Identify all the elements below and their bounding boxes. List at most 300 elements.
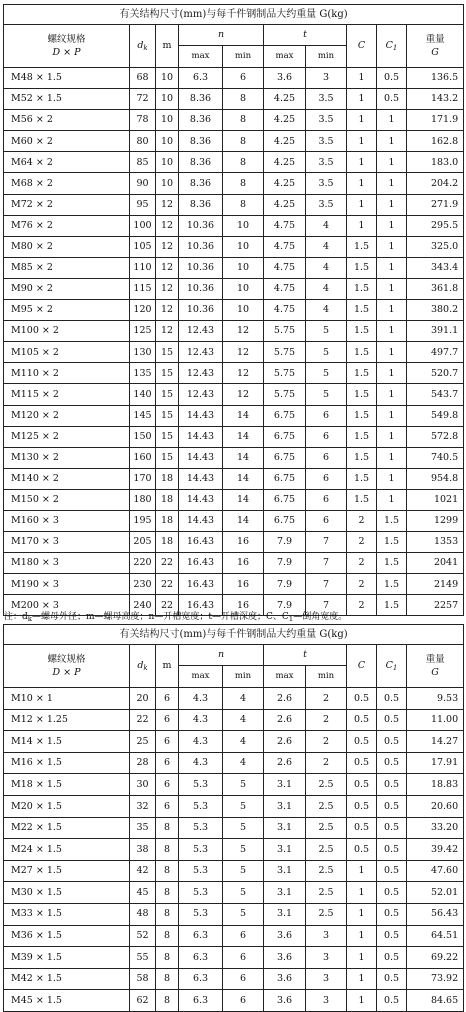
cell-n-max: 5.3	[179, 882, 223, 904]
cell-c1: 0.5	[377, 860, 407, 882]
cell-t-min: 7	[306, 553, 347, 574]
cell-n-max: 5.3	[179, 795, 223, 817]
cell-c: 1.5	[347, 257, 377, 278]
cell-t-max: 6.75	[264, 405, 306, 426]
cell-thread-spec: M52 × 1.5	[4, 89, 130, 110]
cell-m: 8	[156, 817, 179, 839]
cell-n-min: 12	[223, 342, 264, 363]
cell-m: 15	[156, 405, 179, 426]
cell-c: 0.5	[347, 752, 377, 774]
note-part2: —螺母外径；m—螺母高度；n—开槽宽度；t—开槽深度；C、C	[32, 612, 289, 622]
cell-t-min: 2	[306, 731, 347, 753]
cell-c1: 1.5	[377, 553, 407, 574]
table-row	[4, 321, 464, 342]
cell-dk: 135	[130, 363, 156, 384]
table-row	[4, 384, 464, 405]
cell-t-min: 3.5	[306, 173, 347, 194]
cell-t-min: 3.5	[306, 110, 347, 131]
cell-t-max: 6.75	[264, 468, 306, 489]
cell-dk: 140	[130, 384, 156, 405]
cell-n-max: 6.3	[179, 947, 223, 969]
header-c1-subscript: 1	[392, 663, 398, 672]
cell-t-max: 4.75	[264, 215, 306, 236]
cell-c: 1.5	[347, 363, 377, 384]
cell-weight: 171.9	[407, 110, 464, 131]
cell-m: 22	[156, 574, 179, 595]
header-t-max: max	[264, 666, 306, 688]
cell-c1: 1.5	[377, 532, 407, 553]
cell-n-max: 8.36	[179, 194, 223, 215]
cell-c: 1.5	[347, 300, 377, 321]
cell-n-min: 16	[223, 574, 264, 595]
header-thread-spec	[4, 645, 130, 688]
table-row	[4, 110, 464, 131]
header-weight	[407, 25, 464, 68]
cell-m: 8	[156, 947, 179, 969]
cell-n-max: 14.43	[179, 426, 223, 447]
table-row	[4, 342, 464, 363]
cell-t-min: 5	[306, 363, 347, 384]
cell-n-max: 12.43	[179, 363, 223, 384]
cell-weight: 1299	[407, 510, 464, 531]
table-row	[4, 882, 464, 904]
cell-n-min: 4	[223, 688, 264, 710]
cell-dk: 205	[130, 532, 156, 553]
cell-t-min: 4	[306, 215, 347, 236]
cell-n-max: 10.36	[179, 257, 223, 278]
cell-thread-spec: M68 × 2	[4, 173, 130, 194]
cell-thread-spec: M160 × 3	[4, 510, 130, 531]
cell-t-min: 2	[306, 709, 347, 731]
cell-c1: 1.5	[377, 510, 407, 531]
cell-n-max: 16.43	[179, 595, 223, 616]
table-row	[4, 990, 464, 1012]
cell-c1: 0.5	[377, 990, 407, 1012]
cell-c: 1	[347, 173, 377, 194]
cell-n-max: 14.43	[179, 468, 223, 489]
cell-n-min: 14	[223, 489, 264, 510]
cell-n-min: 16	[223, 532, 264, 553]
cell-thread-spec: M72 × 2	[4, 194, 130, 215]
header-n-max: max	[179, 46, 223, 68]
cell-m: 12	[156, 321, 179, 342]
cell-m: 8	[156, 860, 179, 882]
cell-c: 1.5	[347, 321, 377, 342]
cell-n-min: 5	[223, 795, 264, 817]
cell-c: 1.5	[347, 426, 377, 447]
cell-t-max: 6.75	[264, 447, 306, 468]
table-row	[4, 236, 464, 257]
cell-n-max: 16.43	[179, 574, 223, 595]
cell-thread-spec: M24 × 1.5	[4, 839, 130, 861]
cell-m: 18	[156, 489, 179, 510]
cell-n-min: 6	[223, 925, 264, 947]
header-t-min: min	[306, 46, 347, 68]
table-row	[4, 468, 464, 489]
cell-n-min: 10	[223, 300, 264, 321]
cell-dk: 100	[130, 215, 156, 236]
header-t-max: max	[264, 46, 306, 68]
cell-dk: 160	[130, 447, 156, 468]
cell-t-max: 3.6	[264, 968, 306, 990]
cell-weight: 380.2	[407, 300, 464, 321]
cell-n-min: 6	[223, 990, 264, 1012]
cell-thread-spec: M120 × 2	[4, 405, 130, 426]
cell-dk: 20	[130, 688, 156, 710]
cell-t-min: 2.5	[306, 795, 347, 817]
cell-t-min: 2.5	[306, 839, 347, 861]
cell-dk: 95	[130, 194, 156, 215]
table-row	[4, 839, 464, 861]
cell-thread-spec: M95 × 2	[4, 300, 130, 321]
cell-weight: 1353	[407, 532, 464, 553]
table-row	[4, 553, 464, 574]
cell-t-min: 5	[306, 384, 347, 405]
cell-n-max: 4.3	[179, 752, 223, 774]
cell-thread-spec: M56 × 2	[4, 110, 130, 131]
cell-weight: 18.83	[407, 774, 464, 796]
header-weight-line1: 重量	[425, 653, 445, 665]
cell-weight: 2149	[407, 574, 464, 595]
cell-m: 18	[156, 468, 179, 489]
cell-weight: 143.2	[407, 89, 464, 110]
cell-c1: 1	[377, 405, 407, 426]
cell-n-max: 14.43	[179, 447, 223, 468]
cell-n-max: 10.36	[179, 215, 223, 236]
cell-n-max: 5.3	[179, 817, 223, 839]
cell-t-max: 3.1	[264, 860, 306, 882]
cell-c1: 1	[377, 236, 407, 257]
header-c1-symbol: C	[385, 659, 393, 671]
table-row	[4, 731, 464, 753]
header-m: m	[156, 645, 179, 688]
table-row	[4, 300, 464, 321]
note-subscript-1: 1	[288, 615, 294, 623]
cell-dk: 78	[130, 110, 156, 131]
header-weight	[407, 645, 464, 688]
cell-thread-spec: M42 × 1.5	[4, 968, 130, 990]
cell-n-min: 14	[223, 426, 264, 447]
table-row	[4, 947, 464, 969]
cell-c1: 0.5	[377, 709, 407, 731]
cell-m: 8	[156, 882, 179, 904]
header-weight-line2: G	[431, 47, 439, 58]
cell-thread-spec: M60 × 2	[4, 131, 130, 152]
cell-m: 6	[156, 752, 179, 774]
cell-t-max: 5.75	[264, 384, 306, 405]
cell-c: 1	[347, 947, 377, 969]
cell-c: 1	[347, 860, 377, 882]
cell-t-max: 4.25	[264, 194, 306, 215]
cell-m: 12	[156, 300, 179, 321]
cell-c1: 1	[377, 489, 407, 510]
cell-n-min: 8	[223, 110, 264, 131]
cell-n-min: 6	[223, 947, 264, 969]
cell-t-max: 3.1	[264, 903, 306, 925]
cell-m: 8	[156, 839, 179, 861]
cell-n-max: 5.3	[179, 903, 223, 925]
cell-c1: 0.5	[377, 688, 407, 710]
cell-thread-spec: M90 × 2	[4, 278, 130, 299]
cell-dk: 72	[130, 89, 156, 110]
cell-dk: 22	[130, 709, 156, 731]
cell-c: 0.5	[347, 709, 377, 731]
cell-weight: 33.20	[407, 817, 464, 839]
cell-weight: 73.92	[407, 968, 464, 990]
cell-dk: 120	[130, 300, 156, 321]
cell-n-min: 8	[223, 131, 264, 152]
cell-weight: 47.60	[407, 860, 464, 882]
cell-c: 1	[347, 925, 377, 947]
cell-n-min: 5	[223, 817, 264, 839]
cell-weight: 391.1	[407, 321, 464, 342]
note-part1: 注：d	[4, 612, 28, 622]
cell-c: 1	[347, 903, 377, 925]
cell-dk: 85	[130, 152, 156, 173]
cell-m: 15	[156, 363, 179, 384]
cell-c1: 0.5	[377, 731, 407, 753]
cell-thread-spec: M180 × 3	[4, 553, 130, 574]
cell-t-min: 7	[306, 595, 347, 616]
cell-n-min: 8	[223, 173, 264, 194]
cell-thread-spec: M85 × 2	[4, 257, 130, 278]
cell-t-max: 6.75	[264, 510, 306, 531]
cell-t-min: 4	[306, 236, 347, 257]
cell-dk: 32	[130, 795, 156, 817]
cell-n-min: 6	[223, 968, 264, 990]
cell-thread-spec: M14 × 1.5	[4, 731, 130, 753]
cell-n-max: 14.43	[179, 405, 223, 426]
table-row	[4, 257, 464, 278]
cell-thread-spec: M140 × 2	[4, 468, 130, 489]
cell-c: 1.5	[347, 405, 377, 426]
cell-n-min: 16	[223, 553, 264, 574]
table-title: 有关结构尺寸(mm)与每千件钢制品大约重量 G(kg)	[4, 625, 464, 645]
cell-thread-spec: M150 × 2	[4, 489, 130, 510]
cell-t-min: 6	[306, 489, 347, 510]
cell-m: 12	[156, 278, 179, 299]
cell-t-max: 5.75	[264, 321, 306, 342]
cell-c1: 1	[377, 215, 407, 236]
cell-dk: 145	[130, 405, 156, 426]
cell-n-min: 10	[223, 278, 264, 299]
cell-t-min: 2.5	[306, 817, 347, 839]
cell-n-max: 10.36	[179, 236, 223, 257]
cell-weight: 520.7	[407, 363, 464, 384]
cell-n-min: 14	[223, 510, 264, 531]
table-row	[4, 860, 464, 882]
cell-c1: 1	[377, 278, 407, 299]
cell-n-max: 14.43	[179, 489, 223, 510]
cell-thread-spec: M48 × 1.5	[4, 68, 130, 89]
cell-c: 1	[347, 152, 377, 173]
header-thread-spec	[4, 25, 130, 68]
header-c1	[377, 25, 407, 68]
cell-t-max: 6.75	[264, 489, 306, 510]
cell-t-max: 4.75	[264, 300, 306, 321]
cell-n-min: 4	[223, 731, 264, 753]
table-row	[4, 532, 464, 553]
cell-c1: 0.5	[377, 968, 407, 990]
cell-t-min: 2.5	[306, 903, 347, 925]
cell-n-max: 12.43	[179, 384, 223, 405]
cell-c1: 0.5	[377, 752, 407, 774]
cell-t-max: 7.9	[264, 574, 306, 595]
cell-t-max: 3.6	[264, 990, 306, 1012]
header-c1	[377, 645, 407, 688]
table-row	[4, 688, 464, 710]
header-n-min: min	[223, 46, 264, 68]
cell-t-min: 3.5	[306, 194, 347, 215]
cell-weight: 136.5	[407, 68, 464, 89]
cell-c: 0.5	[347, 839, 377, 861]
cell-n-max: 8.36	[179, 131, 223, 152]
cell-t-max: 2.6	[264, 752, 306, 774]
cell-c1: 0.5	[377, 903, 407, 925]
cell-c: 1.5	[347, 384, 377, 405]
table-body	[4, 688, 464, 1012]
cell-t-min: 2	[306, 688, 347, 710]
header-thread-spec-line1: 螺纹规格	[47, 653, 86, 665]
cell-thread-spec: M10 × 1	[4, 688, 130, 710]
cell-thread-spec: M105 × 2	[4, 342, 130, 363]
cell-c: 1	[347, 194, 377, 215]
cell-c: 1	[347, 215, 377, 236]
cell-m: 10	[156, 173, 179, 194]
cell-t-min: 3.5	[306, 152, 347, 173]
cell-t-max: 5.75	[264, 342, 306, 363]
cell-dk: 220	[130, 553, 156, 574]
cell-m: 6	[156, 795, 179, 817]
cell-c1: 1	[377, 342, 407, 363]
cell-m: 10	[156, 131, 179, 152]
cell-t-max: 4.25	[264, 152, 306, 173]
cell-c1: 0.5	[377, 817, 407, 839]
header-n: n	[179, 25, 264, 46]
cell-dk: 240	[130, 595, 156, 616]
cell-c1: 1	[377, 131, 407, 152]
cell-m: 8	[156, 925, 179, 947]
cell-t-max: 3.1	[264, 817, 306, 839]
header-n-min: min	[223, 666, 264, 688]
cell-t-max: 7.9	[264, 553, 306, 574]
cell-c: 1.5	[347, 278, 377, 299]
cell-t-max: 4.25	[264, 89, 306, 110]
cell-n-max: 8.36	[179, 89, 223, 110]
table-row	[4, 89, 464, 110]
cell-thread-spec: M30 × 1.5	[4, 882, 130, 904]
cell-c1: 0.5	[377, 795, 407, 817]
table-row	[4, 278, 464, 299]
cell-n-min: 5	[223, 903, 264, 925]
cell-t-min: 6	[306, 468, 347, 489]
table-row	[4, 510, 464, 531]
cell-c1: 0.5	[377, 68, 407, 89]
cell-m: 6	[156, 731, 179, 753]
cell-c1: 0.5	[377, 839, 407, 861]
cell-t-min: 4	[306, 257, 347, 278]
header-c1-symbol: C	[385, 39, 393, 51]
cell-weight: 572.8	[407, 426, 464, 447]
table-row	[4, 426, 464, 447]
cell-c: 1.5	[347, 236, 377, 257]
cell-dk: 230	[130, 574, 156, 595]
table-row	[4, 489, 464, 510]
cell-dk: 105	[130, 236, 156, 257]
cell-weight: 39.42	[407, 839, 464, 861]
cell-m: 6	[156, 774, 179, 796]
cell-n-min: 14	[223, 447, 264, 468]
cell-n-min: 6	[223, 68, 264, 89]
header-t-min: min	[306, 666, 347, 688]
cell-t-max: 4.25	[264, 173, 306, 194]
header-weight-line1: 重量	[425, 33, 445, 45]
cell-m: 10	[156, 110, 179, 131]
cell-dk: 58	[130, 968, 156, 990]
cell-c1: 1	[377, 173, 407, 194]
cell-c: 1.5	[347, 447, 377, 468]
cell-thread-spec: M125 × 2	[4, 426, 130, 447]
cell-thread-spec: M22 × 1.5	[4, 817, 130, 839]
cell-n-max: 16.43	[179, 532, 223, 553]
table-row	[4, 173, 464, 194]
cell-n-max: 16.43	[179, 553, 223, 574]
cell-m: 18	[156, 532, 179, 553]
table-row	[4, 363, 464, 384]
header-m: m	[156, 25, 179, 68]
header-dk-symbol: d	[137, 659, 144, 671]
cell-t-min: 6	[306, 426, 347, 447]
cell-m: 12	[156, 194, 179, 215]
header-dk-subscript: k	[143, 43, 148, 52]
cell-m: 8	[156, 990, 179, 1012]
cell-t-min: 5	[306, 321, 347, 342]
cell-dk: 150	[130, 426, 156, 447]
cell-m: 8	[156, 968, 179, 990]
table-row	[4, 774, 464, 796]
cell-thread-spec: M36 × 1.5	[4, 925, 130, 947]
cell-t-min: 3.5	[306, 89, 347, 110]
cell-n-min: 10	[223, 236, 264, 257]
cell-weight: 295.5	[407, 215, 464, 236]
cell-n-min: 8	[223, 89, 264, 110]
cell-n-max: 14.43	[179, 510, 223, 531]
cell-m: 22	[156, 553, 179, 574]
cell-n-max: 6.3	[179, 990, 223, 1012]
cell-t-max: 3.6	[264, 947, 306, 969]
cell-m: 15	[156, 447, 179, 468]
cell-c: 1	[347, 968, 377, 990]
cell-n-min: 10	[223, 257, 264, 278]
cell-t-min: 2	[306, 752, 347, 774]
cell-c1: 1	[377, 152, 407, 173]
cell-dk: 62	[130, 990, 156, 1012]
cell-n-max: 5.3	[179, 774, 223, 796]
cell-n-max: 6.3	[179, 68, 223, 89]
cell-weight: 52.01	[407, 882, 464, 904]
cell-n-min: 8	[223, 194, 264, 215]
nut-dimensions-table-small	[3, 624, 464, 1012]
header-dk-symbol: d	[137, 39, 144, 51]
cell-weight: 64.51	[407, 925, 464, 947]
cell-weight: 183.0	[407, 152, 464, 173]
cell-dk: 55	[130, 947, 156, 969]
cell-t-min: 2.5	[306, 860, 347, 882]
cell-dk: 45	[130, 882, 156, 904]
table-row	[4, 194, 464, 215]
cell-m: 15	[156, 384, 179, 405]
cell-c: 0.5	[347, 774, 377, 796]
